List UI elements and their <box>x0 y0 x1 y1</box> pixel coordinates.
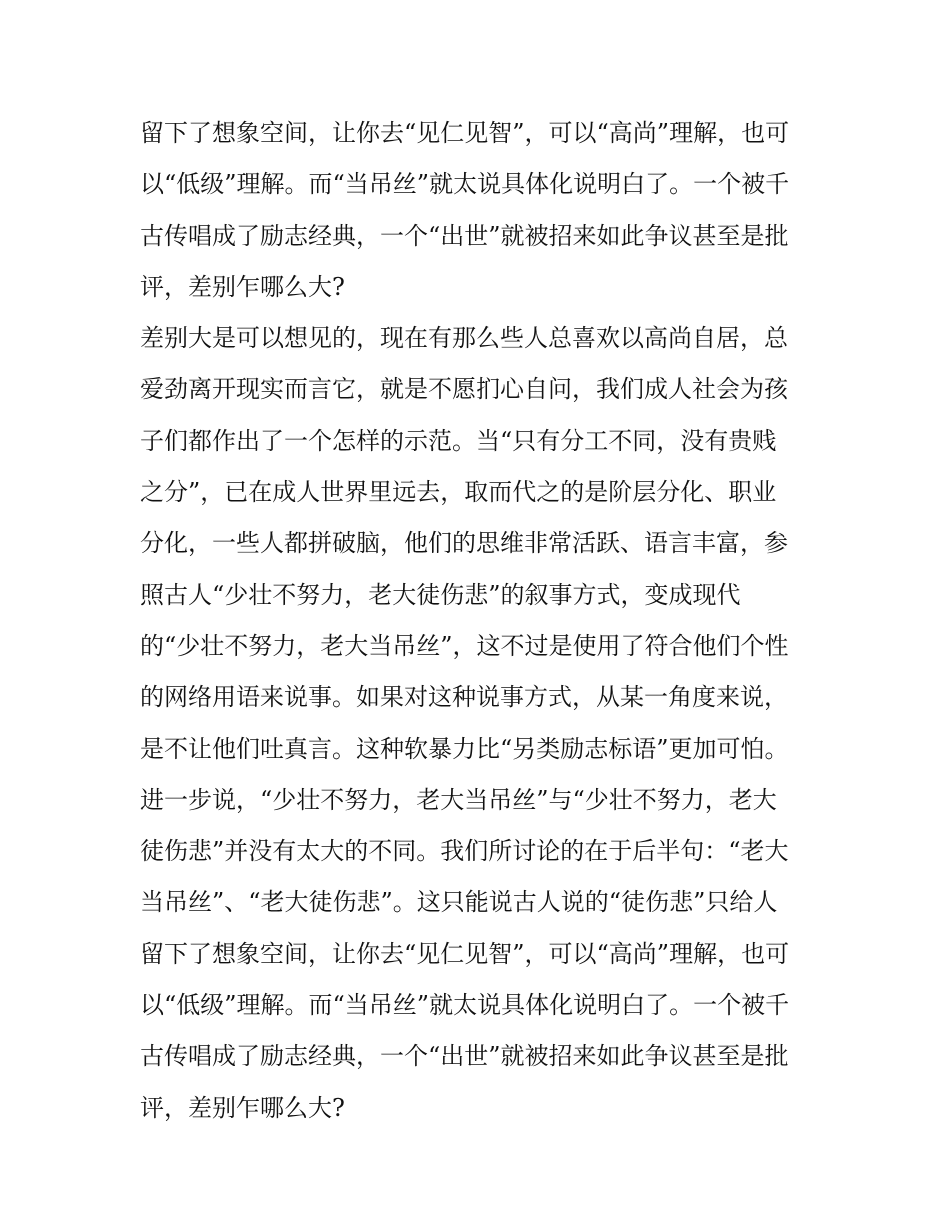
text-line: 差别大是可以想见的，现在有那么些人总喜欢以高尚自居，总 <box>140 324 788 353</box>
text-line: 分化，一些人都拼破脑，他们的思维非常活跃、语言丰富，参 <box>140 529 788 558</box>
text-line: 子们都作出了一个怎样的示范。当“只有分工不同，没有贵贱 <box>140 426 777 455</box>
text-line: 留下了想象空间，让你去“见仁见智”，可以“高尚”理解，也可 <box>140 939 790 968</box>
text-line: 之分”，已在成人世界里远去，取而代之的是阶层分化、职业 <box>140 478 777 507</box>
text-line: 是不让他们吐真言。这种软暴力比“另类励志标语”更加可怕。 <box>140 734 789 763</box>
text-line: 以“低级”理解。而“当吊丝”就太说具体化说明白了。一个被千 <box>140 991 790 1020</box>
text-line: 以“低级”理解。而“当吊丝”就太说具体化说明白了。一个被千 <box>140 170 790 199</box>
text-line: 古传唱成了励志经典，一个“出世”就被招来如此争议甚至是批 <box>140 221 789 250</box>
text-line: 徒伤悲”并没有太大的不同。我们所讨论的在于后半句：“老大 <box>140 837 789 866</box>
text-line: 照古人“少壮不努力，老大徒伤悲”的叙事方式，变成现代 <box>140 580 741 609</box>
text-line: 古传唱成了励志经典，一个“出世”就被招来如此争议甚至是批 <box>140 1042 789 1071</box>
text-line: 当吊丝”、“老大徒伤悲”。这只能说古人说的“徒伤悲”只给人 <box>140 888 778 917</box>
text-line: 爱劲离开现实而言它，就是不愿扪心自问，我们成人社会为孩 <box>140 375 788 404</box>
text-line: 留下了想象空间，让你去“见仁见智”，可以“高尚”理解，也可 <box>140 119 790 147</box>
text-line: 进一步说，“少壮不努力，老大当吊丝”与“少壮不努力，老大 <box>140 785 777 814</box>
text-body <box>140 108 820 1134</box>
text-line: 的“少壮不努力，老大当吊丝”，这不过是使用了符合他们个性 <box>140 631 789 660</box>
text-line: 评，差别乍哪么大? <box>140 1093 345 1122</box>
text-line: 的网络用语来说事。如果对这种说事方式，从某一角度来说， <box>140 683 788 712</box>
text-line: 评，差别乍哪么大? <box>140 272 345 301</box>
